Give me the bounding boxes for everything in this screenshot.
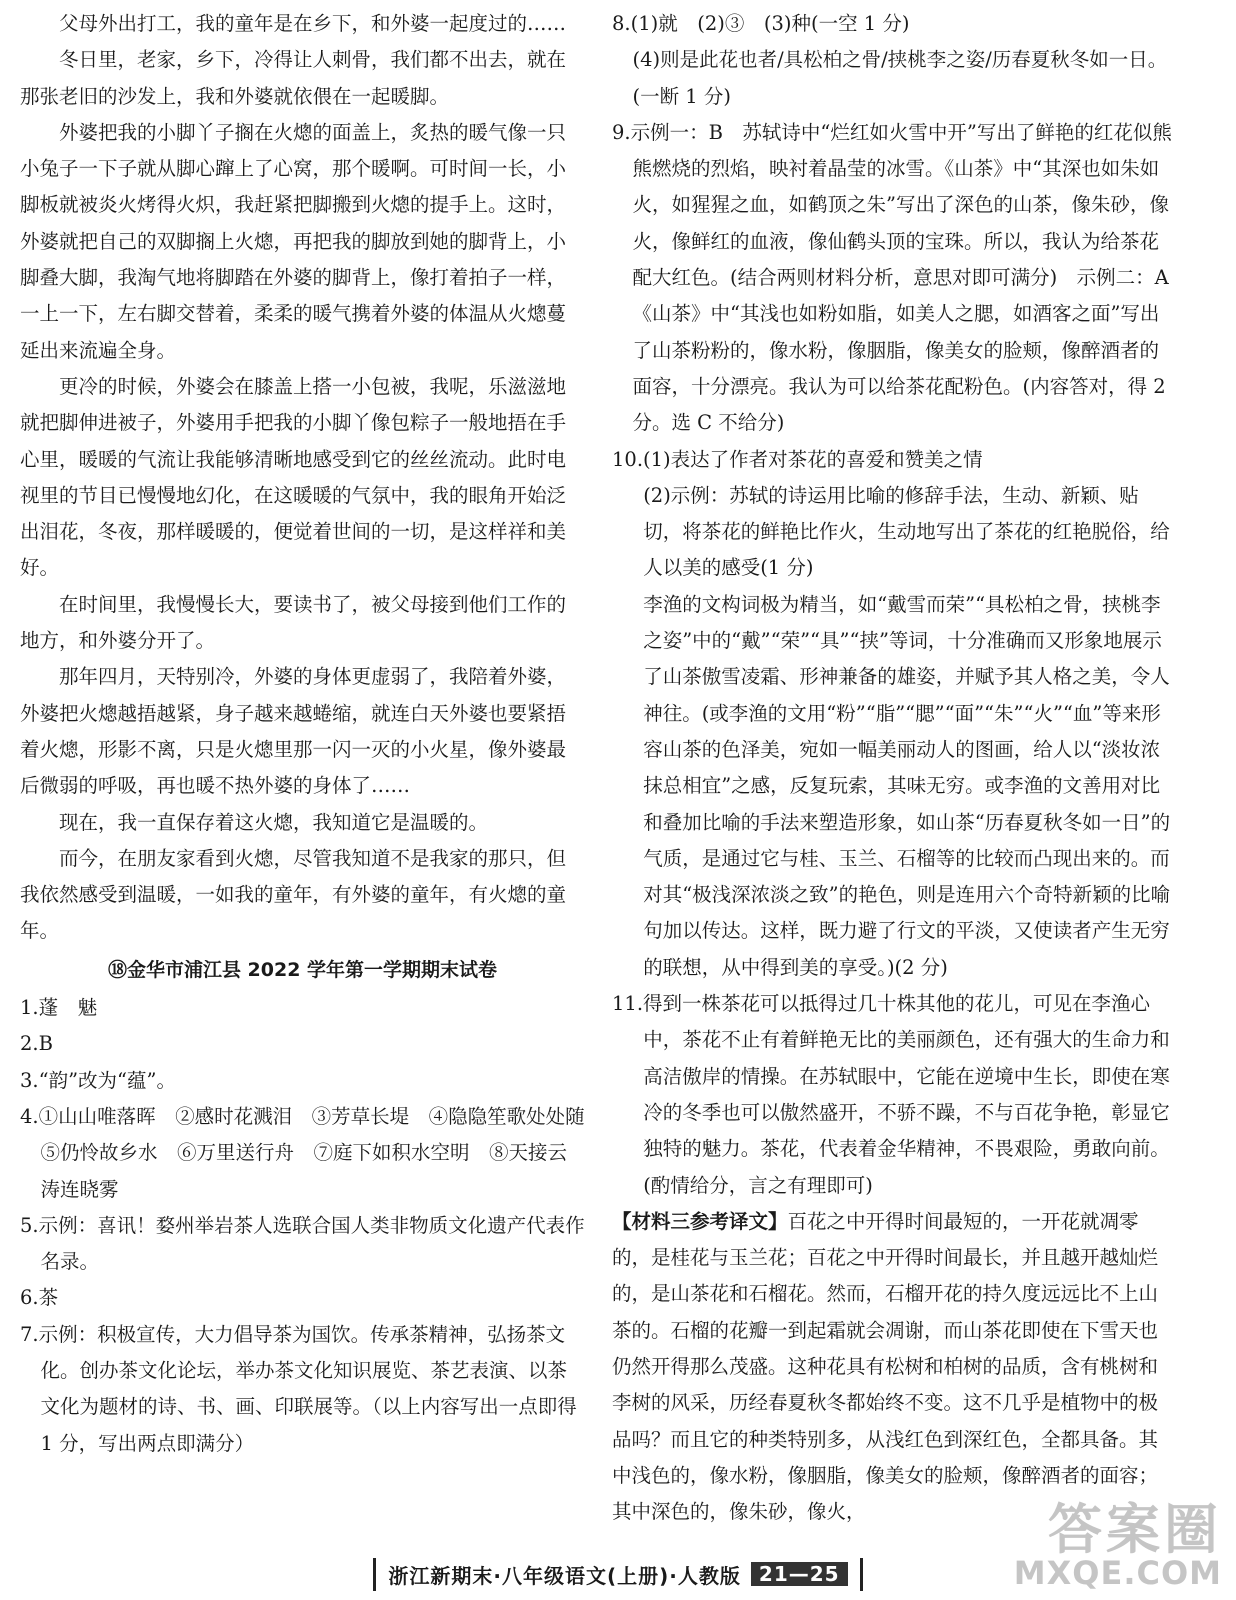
answer-item: 1.蓬 魅 [20,996,98,1020]
watermark-logo: 答案圈 [1048,1498,1222,1561]
answer-item: 11.得到一株茶花可以抵得过几十株其他的花儿，可见在李渔心中，茶花不止有着鲜艳无比的美丽颜色，还有强大的生命力和高洁傲岸的情操。在苏轼眼中，它能在逆境中生长，即使在寒冷的冬季也可以傲然盛开，不骄不躁，不与百花争艳，彰显它独特的魅力。茶花，代表着金华精神，不畏艰险，勇敢向前。(酌情给分，言之有理即可) [612,992,1170,1197]
section-title: ⑱金华市浦江县 2022 学年第一学期期末试卷 [107,958,498,981]
answer-item: 8.(1)就 (2)③ (3)种(一空 1 分) [612,12,910,35]
essay-paragraph: 父母外出打工，我的童年是在乡下，和外婆一起度过的…… [59,12,567,35]
page-range: 21—25 [751,1562,848,1586]
essay-paragraph: 冬日里，老家，乡下，冷得让人刺骨，我们都不出去，就在那张老旧的沙发上，我和外婆就依偎在一起暖脚。 [20,48,567,108]
essay-paragraph: 现在，我一直保存着这火熜，我知道它是温暖的。 [59,810,489,834]
answer-item: 3.“韵”改为“蕴”。 [20,1068,176,1092]
answer-list-continued [612,6,1189,1204]
essay-paragraph: 在时间里，我慢慢长大，要读书了，被父母接到他们工作的地方，和外婆分开了。 [20,592,567,653]
essay-paragraph: 而今，在朋友家看到火熜，尽管我知道不是我家的那只，但我依然感受到温暖，一如我的童年，有外婆的童年，有火熜的童年。 [20,846,567,943]
translation-text: 百花之中开得时间最短的，一开花就凋零的，是桂花与玉兰花；百花之中开得时间最长，并且越开越灿烂的，是山茶花和石榴花。然而，石榴开花的持久度远远比不上山茶的。石榴的花瓣一到起霜就会凋谢，而山茶花即使在下雪天也仍然开得那么茂盛。这种花具有松树和柏树的品质，含有桃树和李树的风采，历经春夏秋冬都始终不变。这不几乎是植物中的极品吗？而且它的种类特别多，从浅红色到深红色，全都具备。其中浅色的，像水粉，像胭脂，像美女的脸颊，像醉酒者的面容；其中深色的，像朱砂，像火， [612,1209,1159,1524]
answer-item: (2)示例：苏轼的诗运用比喻的修辞手法，生动、新颖、贴切，将茶花的鲜艳比作火，生动地写出了茶花的红艳脱俗，给人以美的感受(1 分) [643,483,1170,580]
translation-paragraph [612,1204,1172,1531]
answer-item: 7.示例：积极宣传，大力倡导茶为国饮。传承茶精神，弘扬茶文化。创办茶文化论坛，举办茶文化知识展览、茶艺表演、以茶文化为题材的诗、书、画、印联展等。（以上内容写出一点即得 1 分，写出两点即满分） [20,1322,577,1455]
translation-label: 【材料三参考译文】 [612,1209,788,1233]
footer-box [373,1558,862,1591]
answer-list [20,990,605,1462]
answer-item: 6.茶 [20,1286,59,1310]
right-column [612,6,1189,1530]
essay-section [20,6,585,950]
essay-paragraph: 那年四月，天特别冷，外婆的身体更虚弱了，我陪着外婆，外婆把火熜越捂越紧，身子越来越蜷缩，就连白天外婆也要紧捂着火熜，形影不离，只是火熜里那一闪一灭的小火星，像外婆最后微弱的呼吸，再也暖不热外婆的身体了…… [20,665,567,798]
left-column [20,6,605,1462]
watermark [1013,1498,1222,1592]
answer-item: 4.①山山唯落晖 ②感时花溅泪 ③芳草长堤 ④隐隐笙歌处处随 ⑤仍怜故乡水 ⑥万里送行舟 ⑦庭下如积水空明 ⑧天接云涛连晓雾 [20,1104,605,1201]
answer-item: 5.示例：喜讯！婺州举岩茶人选联合国人类非物质文化遗产代表作名录。 [20,1213,585,1274]
essay-paragraph: 外婆把我的小脚丫子搁在火熜的面盖上，炙热的暖气像一只小兔子一下子就从脚心蹿上了心窝，那个暖啊。可时间一长，小脚板就被炎火烤得火炽，我赶紧把脚搬到火熜的提手上。这时，外婆就把自己的双脚搁上火熜，再把我的脚放到她的脚背上，小脚叠大脚，我淘气地将脚踏在外婆的脚背上，像打着拍子一样，一上一下，左右脚交替着，柔柔的暖气携着外婆的体温从火熜蔓延出来流遍全身。 [20,120,567,362]
answer-item: (4)则是此花也者/具松柏之骨/挟桃李之姿/历春夏秋冬如一日。(一断 1 分) [632,48,1168,108]
answer-item: 李渔的文构词极为精当，如“戴雪而荣”“具松柏之骨，挟桃李之姿”中的“戴”“荣”“具”“挟”等词，十分准确而又形象地展示了山茶傲雪凌霜、形神兼备的雄姿，并赋予其人格之美，令人神往。(或李渔的文用“粉”“脂”“腮”“面”“朱”“火”“血”等来形容山茶的色泽美，宛如一幅美丽动人的图画，给人以“淡妆浓抹总相宜”之感，反复玩索，其味无穷。或李渔的文善用对比和叠加比喻的手法来塑造形象，如山茶“历春夏秋冬如一日”的气质，是通过它与桂、玉兰、石榴等的比较而凸现出来的。而对其“极浅深浓淡之致”的艳色，则是连用六个奇特新颖的比喻句加以传达。这样，既力避了行文的平淡，又使读者产生无穷的联想，从中得到美的享受。)(2 分) [643,592,1171,979]
answer-item: 10.(1)表达了作者对茶花的喜爱和赞美之情 [612,447,983,471]
footer-title: 浙江新期末·八年级语文(上册)·人教版 [388,1563,741,1588]
watermark-url: MXQE.COM [1013,1554,1222,1592]
answer-item: 2.B [20,1032,53,1056]
answer-item: 9.示例一：B 苏轼诗中“烂红如火雪中开”写出了鲜艳的红花似熊熊燃烧的烈焰，映衬着晶莹的冰雪。《山茶》中“其深也如朱如火，如猩猩之血，如鹤顶之朱”写出了深色的山茶，像朱砂，像火，像鲜红的血液，像仙鹤头顶的宝珠。所以，我认为给茶花配大红色。(结合两则材料分析，意思对即可满分) 示例二：A 《山茶》中“其浅也如粉如脂，如美人之腮，如酒客之面”写出了山茶粉粉的，像水粉，像胭脂，像美女的脸颊，像醉酒者的面容，十分漂亮。我认为可以给茶花配粉色。(内容答对，得 2 分。选 C 不给分) [612,120,1189,435]
essay-paragraph: 更冷的时候，外婆会在膝盖上搭一小包被，我呢，乐滋滋地就把脚伸进被子，外婆用手把我的小脚丫像包粽子一般地捂在手心里，暖暖的气流让我能够清晰地感受到它的丝丝流动。此时电视里的节目已慢慢地幻化，在这暖暖的气氛中，我的眼角开始泛出泪花，冬夜，那样暖暖的，便觉着世间的一切，是这样祥和美好。 [20,374,567,580]
